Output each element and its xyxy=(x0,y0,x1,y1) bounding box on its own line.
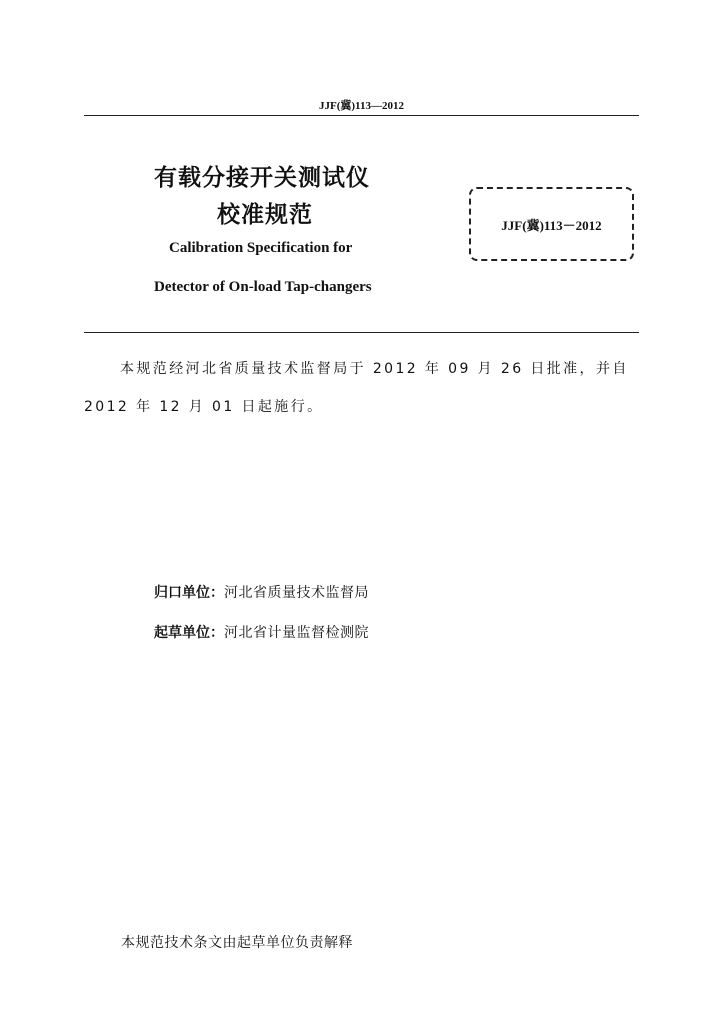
document-title-en-line1: Calibration Specification for xyxy=(169,240,353,256)
drafting-unit-row xyxy=(154,622,369,642)
running-header-code: JJF(冀)113—2012 xyxy=(319,100,404,112)
document-title-zh-line2: 校准规范 xyxy=(217,202,313,228)
title-divider-rule xyxy=(84,332,639,333)
specification-code-box xyxy=(469,187,634,261)
responsible-unit-row xyxy=(154,582,369,602)
header-rule xyxy=(84,115,639,116)
responsible-unit-label: 归口单位： xyxy=(154,585,224,601)
document-title-en-line2: Detector of On-load Tap-changers xyxy=(154,279,372,295)
interpretation-note: 本规范技术条文由起草单位负责解释 xyxy=(121,935,353,951)
responsible-unit-value: 河北省质量技术监督局 xyxy=(224,585,369,601)
drafting-unit-value: 河北省计量监督检测院 xyxy=(224,625,369,641)
approval-statement: 本规范经河北省质量技术监督局于 2012 年 09 月 26 日批准，并自 2012 年 12 月 01 日起施行。 xyxy=(84,361,629,415)
drafting-unit-label: 起草单位： xyxy=(154,625,224,641)
document-title-zh-line1: 有载分接开关测试仪 xyxy=(154,165,370,191)
specification-code: JJF(冀)113－2012 xyxy=(501,217,602,233)
